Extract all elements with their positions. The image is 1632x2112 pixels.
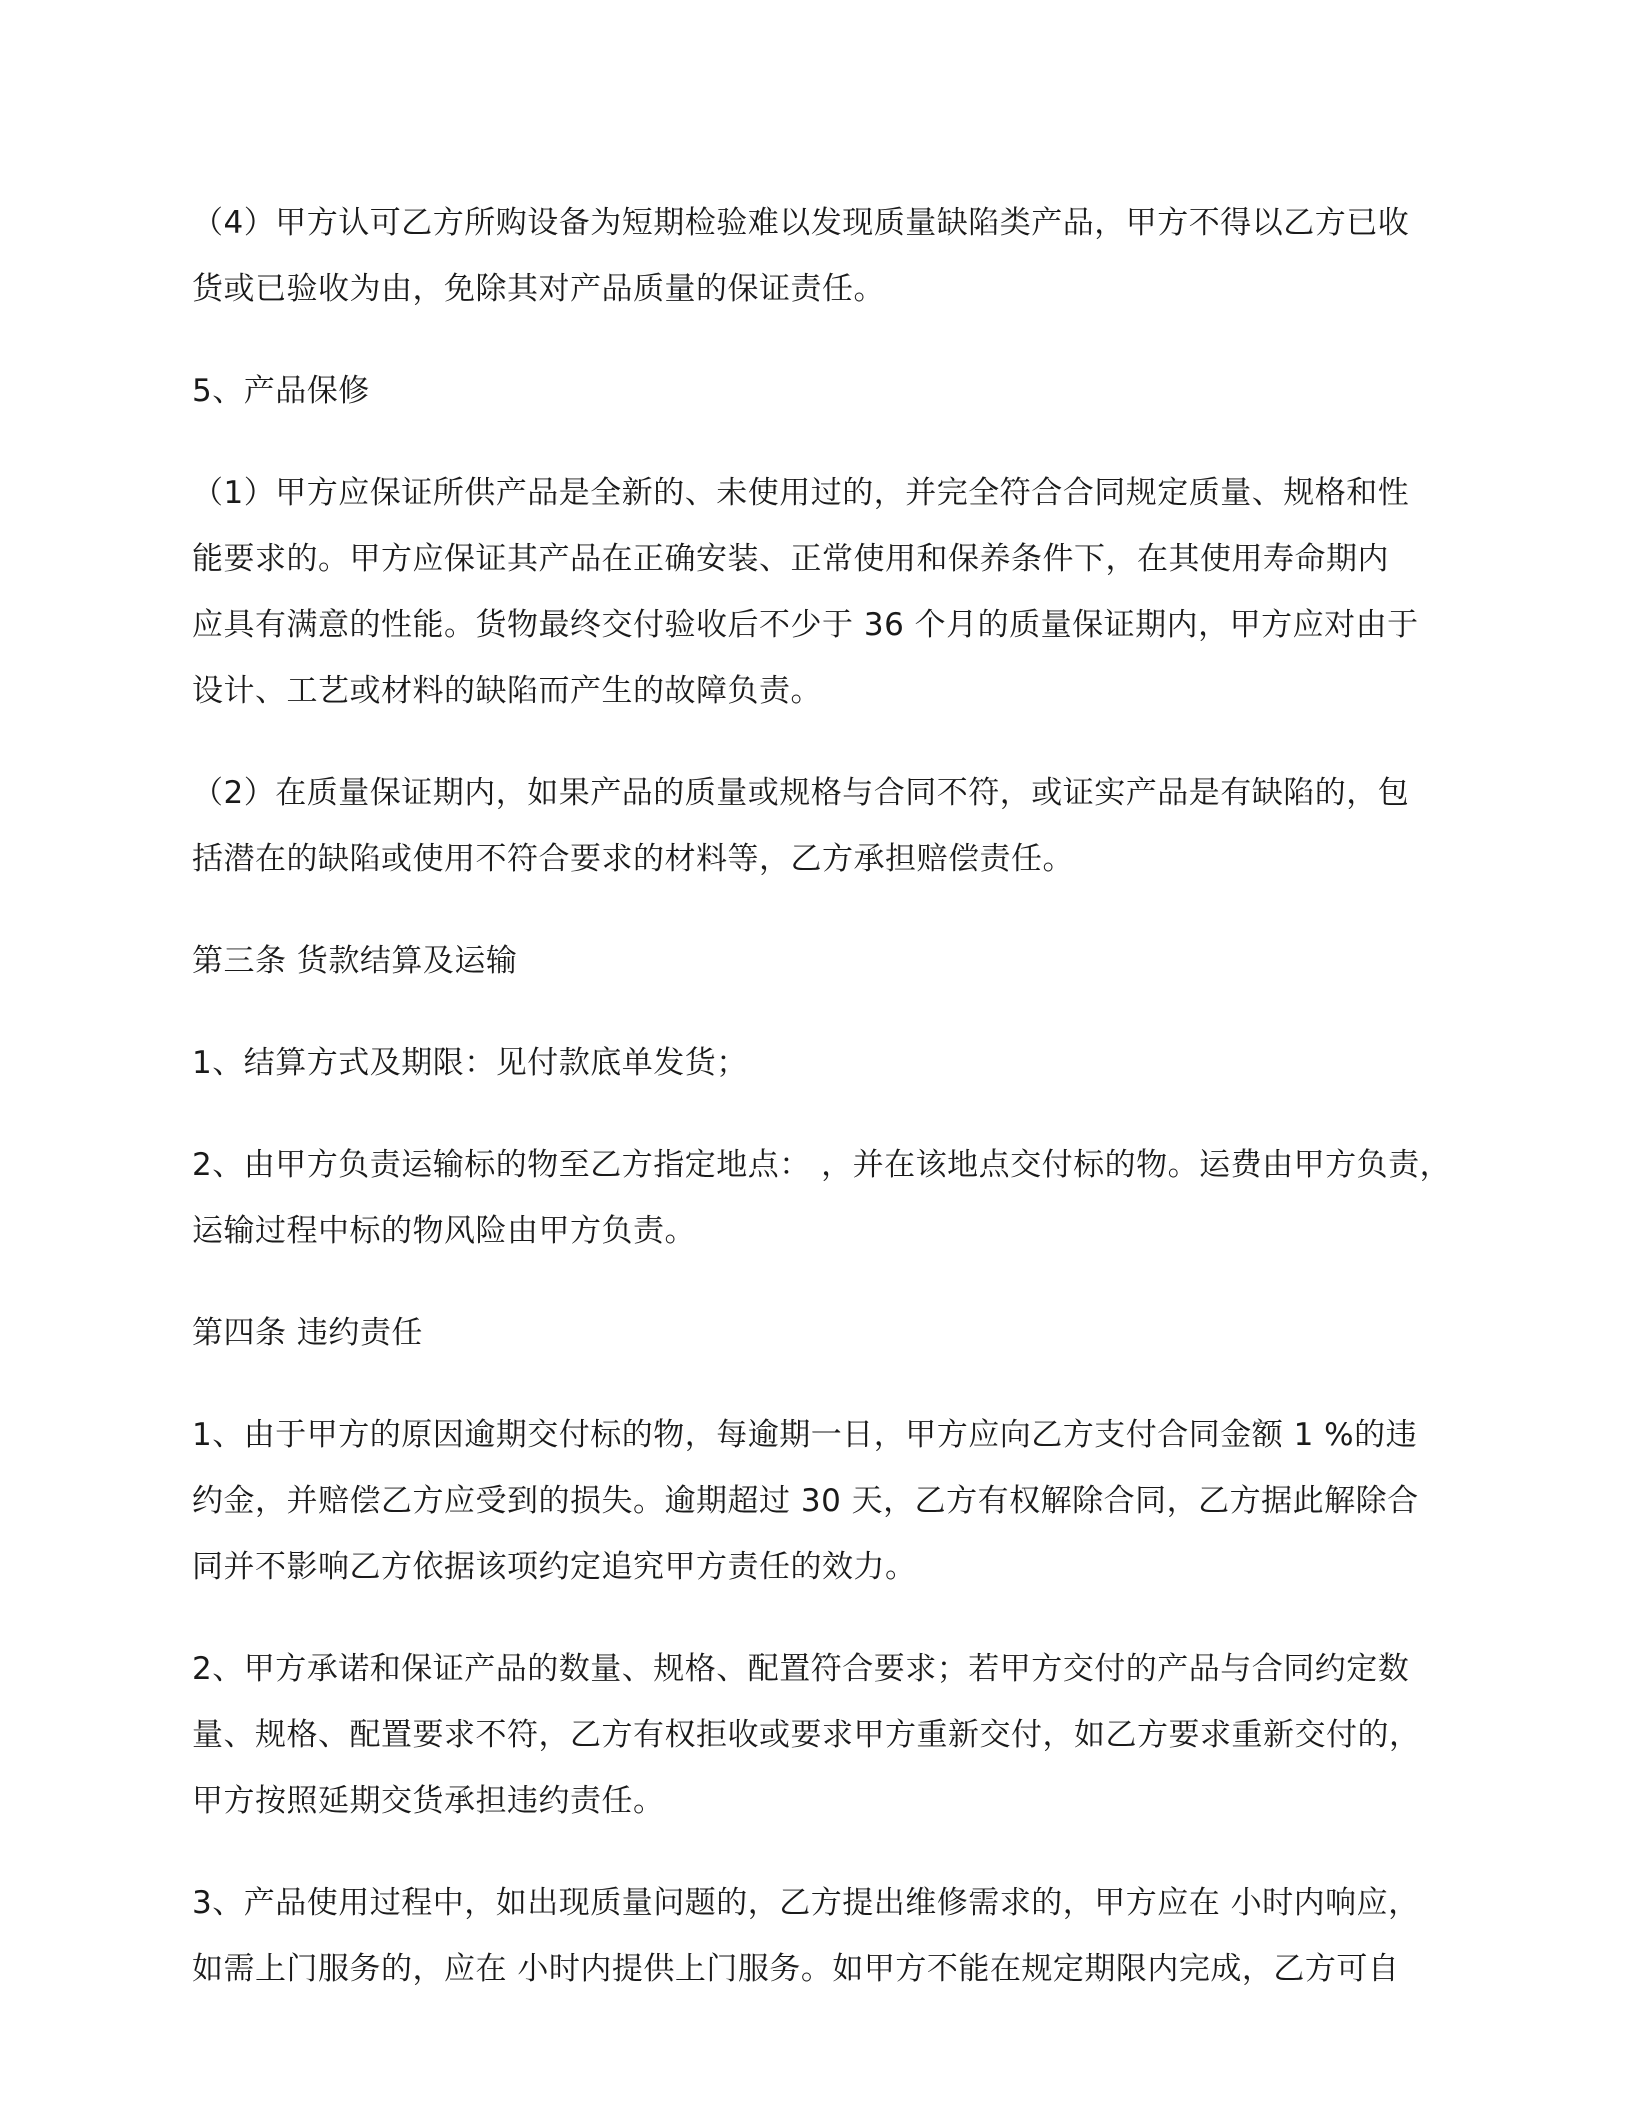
warranty-clause-1-paragraph: [192, 460, 1452, 724]
text-line: 括潜在的缺陷或使用不符合要求的材料等，乙方承担赔偿责任。: [192, 841, 1074, 877]
text-line: （4）甲方认可乙方所购设备为短期检验难以发现质量缺陷类产品，甲方不得以乙方已收: [192, 205, 1410, 241]
text-line: 第三条 货款结算及运输: [192, 943, 518, 979]
text-line: 设计、工艺或材料的缺陷而产生的故障负责。: [192, 673, 822, 709]
clause-4-paragraph: [192, 190, 1452, 322]
breach-clause-2-paragraph: [192, 1636, 1452, 1834]
article-4-heading: [192, 1300, 1452, 1366]
text-line: 如需上门服务的，应在 小时内提供上门服务。如甲方不能在规定期限内完成，乙方可自: [192, 1951, 1400, 1987]
text-line: 2、甲方承诺和保证产品的数量、规格、配置符合要求；若甲方交付的产品与合同约定数: [192, 1651, 1410, 1687]
text-line: 甲方按照延期交货承担违约责任。: [192, 1783, 665, 1819]
text-line: 货或已验收为由，免除其对产品质量的保证责任。: [192, 271, 885, 307]
text-line: 1、由于甲方的原因逾期交付标的物，每逾期一日，甲方应向乙方支付合同金额 1 %的违: [192, 1417, 1418, 1453]
text-line: 约金，并赔偿乙方应受到的损失。逾期超过 30 天，乙方有权解除合同，乙方据此解除合: [192, 1483, 1419, 1519]
transport-paragraph: [192, 1132, 1452, 1264]
document-body: [192, 190, 1452, 2038]
article-3-heading: [192, 928, 1452, 994]
text-line: 1、结算方式及期限：见付款底单发货；: [192, 1045, 748, 1081]
text-line: 应具有满意的性能。货物最终交付验收后不少于 36 个月的质量保证期内，甲方应对由于: [192, 607, 1419, 643]
text-line: 量、规格、配置要求不符，乙方有权拒收或要求甲方重新交付，如乙方要求重新交付的，: [192, 1717, 1421, 1753]
breach-clause-3-paragraph: [192, 1870, 1452, 2002]
section-heading-product-warranty: [192, 358, 1452, 424]
breach-clause-1-paragraph: [192, 1402, 1452, 1600]
text-line: 能要求的。甲方应保证其产品在正确安装、正常使用和保养条件下，在其使用寿命期内: [192, 541, 1389, 577]
text-line: 5、产品保修: [192, 373, 370, 409]
text-line: 2、由甲方负责运输标的物至乙方指定地点： ，并在该地点交付标的物。运费由甲方负责，: [192, 1147, 1452, 1183]
warranty-clause-2-paragraph: [192, 760, 1452, 892]
text-line: （1）甲方应保证所供产品是全新的、未使用过的，并完全符合合同规定质量、规格和性: [192, 475, 1410, 511]
text-line: 运输过程中标的物风险由甲方负责。: [192, 1213, 696, 1249]
text-line: 同并不影响乙方依据该项约定追究甲方责任的效力。: [192, 1549, 917, 1585]
text-line: 3、产品使用过程中，如出现质量问题的，乙方提出维修需求的，甲方应在 小时内响应，: [192, 1885, 1420, 1921]
text-line: 第四条 违约责任: [192, 1315, 423, 1351]
text-line: （2）在质量保证期内，如果产品的质量或规格与合同不符，或证实产品是有缺陷的，包: [192, 775, 1410, 811]
payment-terms-paragraph: [192, 1030, 1452, 1096]
